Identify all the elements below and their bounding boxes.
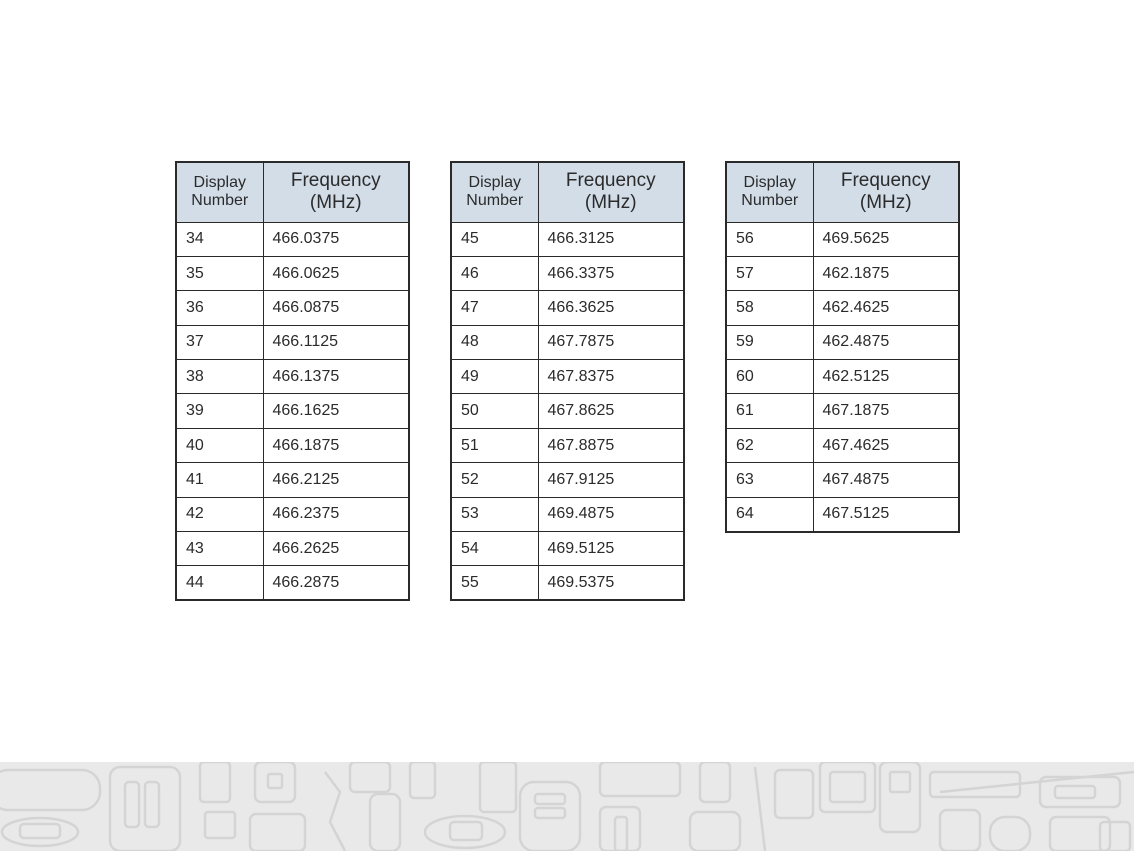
table-row bbox=[176, 256, 409, 290]
table-row bbox=[726, 428, 959, 462]
frequency-cell: 467.1875 bbox=[813, 394, 959, 428]
display-number-cell: 45 bbox=[451, 222, 538, 256]
display-number-cell: 61 bbox=[726, 394, 813, 428]
frequency-cell: 466.3625 bbox=[538, 291, 684, 325]
display-number-cell: 57 bbox=[726, 256, 813, 290]
table-row bbox=[726, 291, 959, 325]
display-number-cell: 63 bbox=[726, 463, 813, 497]
display-number-cell: 39 bbox=[176, 394, 263, 428]
display-number-header bbox=[451, 162, 538, 222]
frequency-cell: 469.5625 bbox=[813, 222, 959, 256]
display-number-cell: 35 bbox=[176, 256, 263, 290]
table-row bbox=[451, 394, 684, 428]
table-row bbox=[726, 222, 959, 256]
display-number-cell: 56 bbox=[726, 222, 813, 256]
table-row bbox=[451, 463, 684, 497]
frequency-cell: 467.5125 bbox=[813, 497, 959, 531]
frequency-cell: 466.0375 bbox=[263, 222, 409, 256]
frequency-cell: 466.1875 bbox=[263, 428, 409, 462]
frequency-table-3 bbox=[725, 161, 960, 533]
frequency-cell: 466.0625 bbox=[263, 256, 409, 290]
table-row bbox=[726, 463, 959, 497]
table-row bbox=[726, 394, 959, 428]
display-number-header bbox=[176, 162, 263, 222]
header-label: Frequency bbox=[840, 170, 931, 192]
display-number-header bbox=[726, 162, 813, 222]
table-header-row bbox=[451, 162, 684, 222]
frequency-cell: 467.7875 bbox=[538, 325, 684, 359]
display-number-cell: 38 bbox=[176, 360, 263, 394]
frequency-cell: 467.4625 bbox=[813, 428, 959, 462]
table-row bbox=[451, 497, 684, 531]
frequency-cell: 462.1875 bbox=[813, 256, 959, 290]
display-number-cell: 37 bbox=[176, 325, 263, 359]
display-number-cell: 41 bbox=[176, 463, 263, 497]
display-number-cell: 62 bbox=[726, 428, 813, 462]
frequency-header bbox=[263, 162, 409, 222]
display-number-cell: 43 bbox=[176, 532, 263, 566]
table-row bbox=[726, 360, 959, 394]
header-label: Display bbox=[193, 173, 246, 191]
frequency-table-1 bbox=[175, 161, 410, 601]
header-label: Frequency bbox=[290, 170, 381, 192]
decorative-footer-pattern bbox=[0, 762, 1134, 851]
display-number-cell: 60 bbox=[726, 360, 813, 394]
table-row bbox=[176, 394, 409, 428]
frequency-cell: 466.2125 bbox=[263, 463, 409, 497]
frequency-cell: 467.4875 bbox=[813, 463, 959, 497]
table-row bbox=[451, 222, 684, 256]
table-row bbox=[451, 325, 684, 359]
table-row bbox=[176, 566, 409, 600]
frequency-cell: 467.8625 bbox=[538, 394, 684, 428]
table-row bbox=[176, 463, 409, 497]
display-number-cell: 46 bbox=[451, 256, 538, 290]
frequency-cell: 466.0875 bbox=[263, 291, 409, 325]
header-label: Frequency bbox=[565, 170, 656, 192]
table-row bbox=[726, 497, 959, 531]
table-row bbox=[451, 256, 684, 290]
display-number-cell: 47 bbox=[451, 291, 538, 325]
table-header-row bbox=[726, 162, 959, 222]
display-number-cell: 51 bbox=[451, 428, 538, 462]
header-label: (MHz) bbox=[859, 192, 912, 214]
frequency-table-2 bbox=[450, 161, 685, 601]
frequency-cell: 466.2875 bbox=[263, 566, 409, 600]
frequency-cell: 469.4875 bbox=[538, 497, 684, 531]
display-number-cell: 49 bbox=[451, 360, 538, 394]
frequency-header bbox=[813, 162, 959, 222]
frequency-cell: 466.2375 bbox=[263, 497, 409, 531]
table-row bbox=[176, 428, 409, 462]
header-label: Display bbox=[743, 173, 796, 191]
display-number-cell: 55 bbox=[451, 566, 538, 600]
frequency-header bbox=[538, 162, 684, 222]
table-row bbox=[176, 222, 409, 256]
display-number-cell: 40 bbox=[176, 428, 263, 462]
display-number-cell: 64 bbox=[726, 497, 813, 531]
table-header-row bbox=[176, 162, 409, 222]
table-row bbox=[451, 291, 684, 325]
header-label: Number bbox=[466, 192, 524, 210]
table-row bbox=[451, 360, 684, 394]
frequency-cell: 466.3125 bbox=[538, 222, 684, 256]
frequency-cell: 467.8375 bbox=[538, 360, 684, 394]
display-number-cell: 48 bbox=[451, 325, 538, 359]
table-row bbox=[726, 256, 959, 290]
table-row bbox=[726, 325, 959, 359]
table-row bbox=[176, 532, 409, 566]
frequency-cell: 466.3375 bbox=[538, 256, 684, 290]
frequency-cell: 469.5125 bbox=[538, 532, 684, 566]
table-row bbox=[176, 360, 409, 394]
table-row bbox=[451, 532, 684, 566]
header-label: Number bbox=[741, 192, 799, 210]
frequency-cell: 467.8875 bbox=[538, 428, 684, 462]
frequency-cell: 466.1625 bbox=[263, 394, 409, 428]
display-number-cell: 54 bbox=[451, 532, 538, 566]
display-number-cell: 42 bbox=[176, 497, 263, 531]
display-number-cell: 53 bbox=[451, 497, 538, 531]
display-number-cell: 59 bbox=[726, 325, 813, 359]
display-number-cell: 36 bbox=[176, 291, 263, 325]
frequency-cell: 467.9125 bbox=[538, 463, 684, 497]
header-label: Number bbox=[191, 192, 249, 210]
frequency-cell: 466.1125 bbox=[263, 325, 409, 359]
header-label: (MHz) bbox=[309, 192, 362, 214]
table-row bbox=[451, 428, 684, 462]
table-row bbox=[176, 325, 409, 359]
display-number-cell: 58 bbox=[726, 291, 813, 325]
display-number-cell: 50 bbox=[451, 394, 538, 428]
table-row bbox=[451, 566, 684, 600]
header-label: (MHz) bbox=[584, 192, 637, 214]
display-number-cell: 44 bbox=[176, 566, 263, 600]
radio-devices-pattern-icon bbox=[0, 762, 1134, 851]
header-label: Display bbox=[468, 173, 521, 191]
frequency-cell: 462.4625 bbox=[813, 291, 959, 325]
frequency-cell: 469.5375 bbox=[538, 566, 684, 600]
frequency-cell: 466.2625 bbox=[263, 532, 409, 566]
display-number-cell: 34 bbox=[176, 222, 263, 256]
display-number-cell: 52 bbox=[451, 463, 538, 497]
frequency-cell: 466.1375 bbox=[263, 360, 409, 394]
table-row bbox=[176, 291, 409, 325]
frequency-cell: 462.5125 bbox=[813, 360, 959, 394]
frequency-cell: 462.4875 bbox=[813, 325, 959, 359]
table-row bbox=[176, 497, 409, 531]
